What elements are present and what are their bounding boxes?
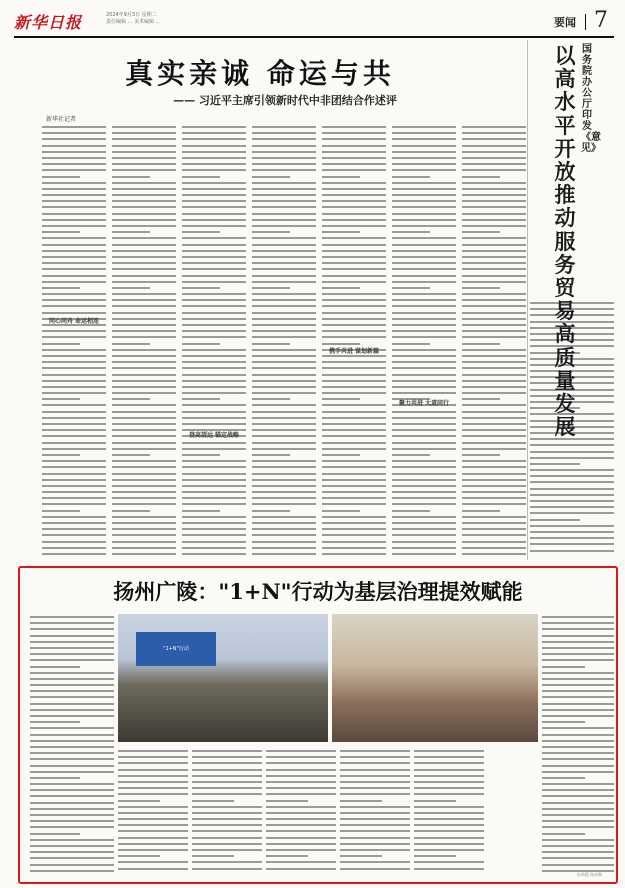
text-line <box>30 868 114 874</box>
text-line <box>252 551 316 557</box>
section-subhead: 聚力共进 大道同行 <box>398 400 450 407</box>
article-column <box>192 748 262 876</box>
section-subhead: 登高望远 锚定战略 <box>188 432 240 439</box>
text-line <box>42 551 106 557</box>
text-line <box>112 551 176 557</box>
text-line <box>192 866 262 872</box>
article-column <box>266 748 336 876</box>
registration-marks <box>600 878 616 882</box>
side-kicker: 国务院办公厅印发《意见》 <box>581 44 601 154</box>
masthead <box>14 8 614 38</box>
side-headline: 以高水平开放推动服务贸易高质量发展 <box>554 43 576 440</box>
section-subhead: 同心同舟 命运相连 <box>48 318 100 325</box>
text-line <box>266 866 336 872</box>
lead-subheadline: —— 习近平主席引领新时代中非团结合作述评 <box>173 94 397 107</box>
byline: 新华社记者 <box>46 116 77 123</box>
article-column <box>340 748 410 876</box>
column-divider <box>527 40 528 560</box>
divider <box>585 14 586 30</box>
text-line <box>392 551 456 557</box>
article-column <box>252 124 316 559</box>
article-column <box>542 614 614 876</box>
feature-photo-meeting <box>118 614 328 742</box>
newspaper-logo: 新华日报 <box>14 13 83 32</box>
issue-date: 2024年9月3日 星期二 <box>106 12 157 18</box>
lead-headline: 真实亲诚 命运与共 <box>125 57 395 90</box>
article-column <box>118 748 188 876</box>
article-column <box>322 124 386 559</box>
article-column <box>392 124 456 559</box>
article-column <box>112 124 176 559</box>
issue-meta <box>106 12 160 26</box>
article-column <box>30 614 114 876</box>
section-subhead: 携手共进 谋划新篇 <box>328 348 380 355</box>
article-column <box>462 124 526 559</box>
text-line <box>340 866 410 872</box>
text-line <box>414 866 484 872</box>
text-line <box>118 866 188 872</box>
article-column <box>414 748 484 876</box>
feature-story-box <box>18 566 618 884</box>
article-column <box>182 124 246 559</box>
feature-photo-community <box>332 614 538 742</box>
section-name: 要闻 <box>554 16 576 29</box>
text-line <box>530 548 614 554</box>
registration-marks <box>8 878 24 882</box>
feature-byline: 孙鸿霞 杨成琳 <box>576 872 602 877</box>
page-number: 7 <box>594 8 608 33</box>
text-line <box>462 551 526 557</box>
projection-screen: "1+N"行动 <box>136 632 216 666</box>
text-line <box>182 551 246 557</box>
editor-line: 责任编辑 ... 美术编辑 ... <box>106 19 161 25</box>
text-line <box>322 551 386 557</box>
feature-headline: 扬州广陵："1+N"行动为基层治理提效赋能 <box>113 579 523 604</box>
article-column <box>42 124 106 559</box>
